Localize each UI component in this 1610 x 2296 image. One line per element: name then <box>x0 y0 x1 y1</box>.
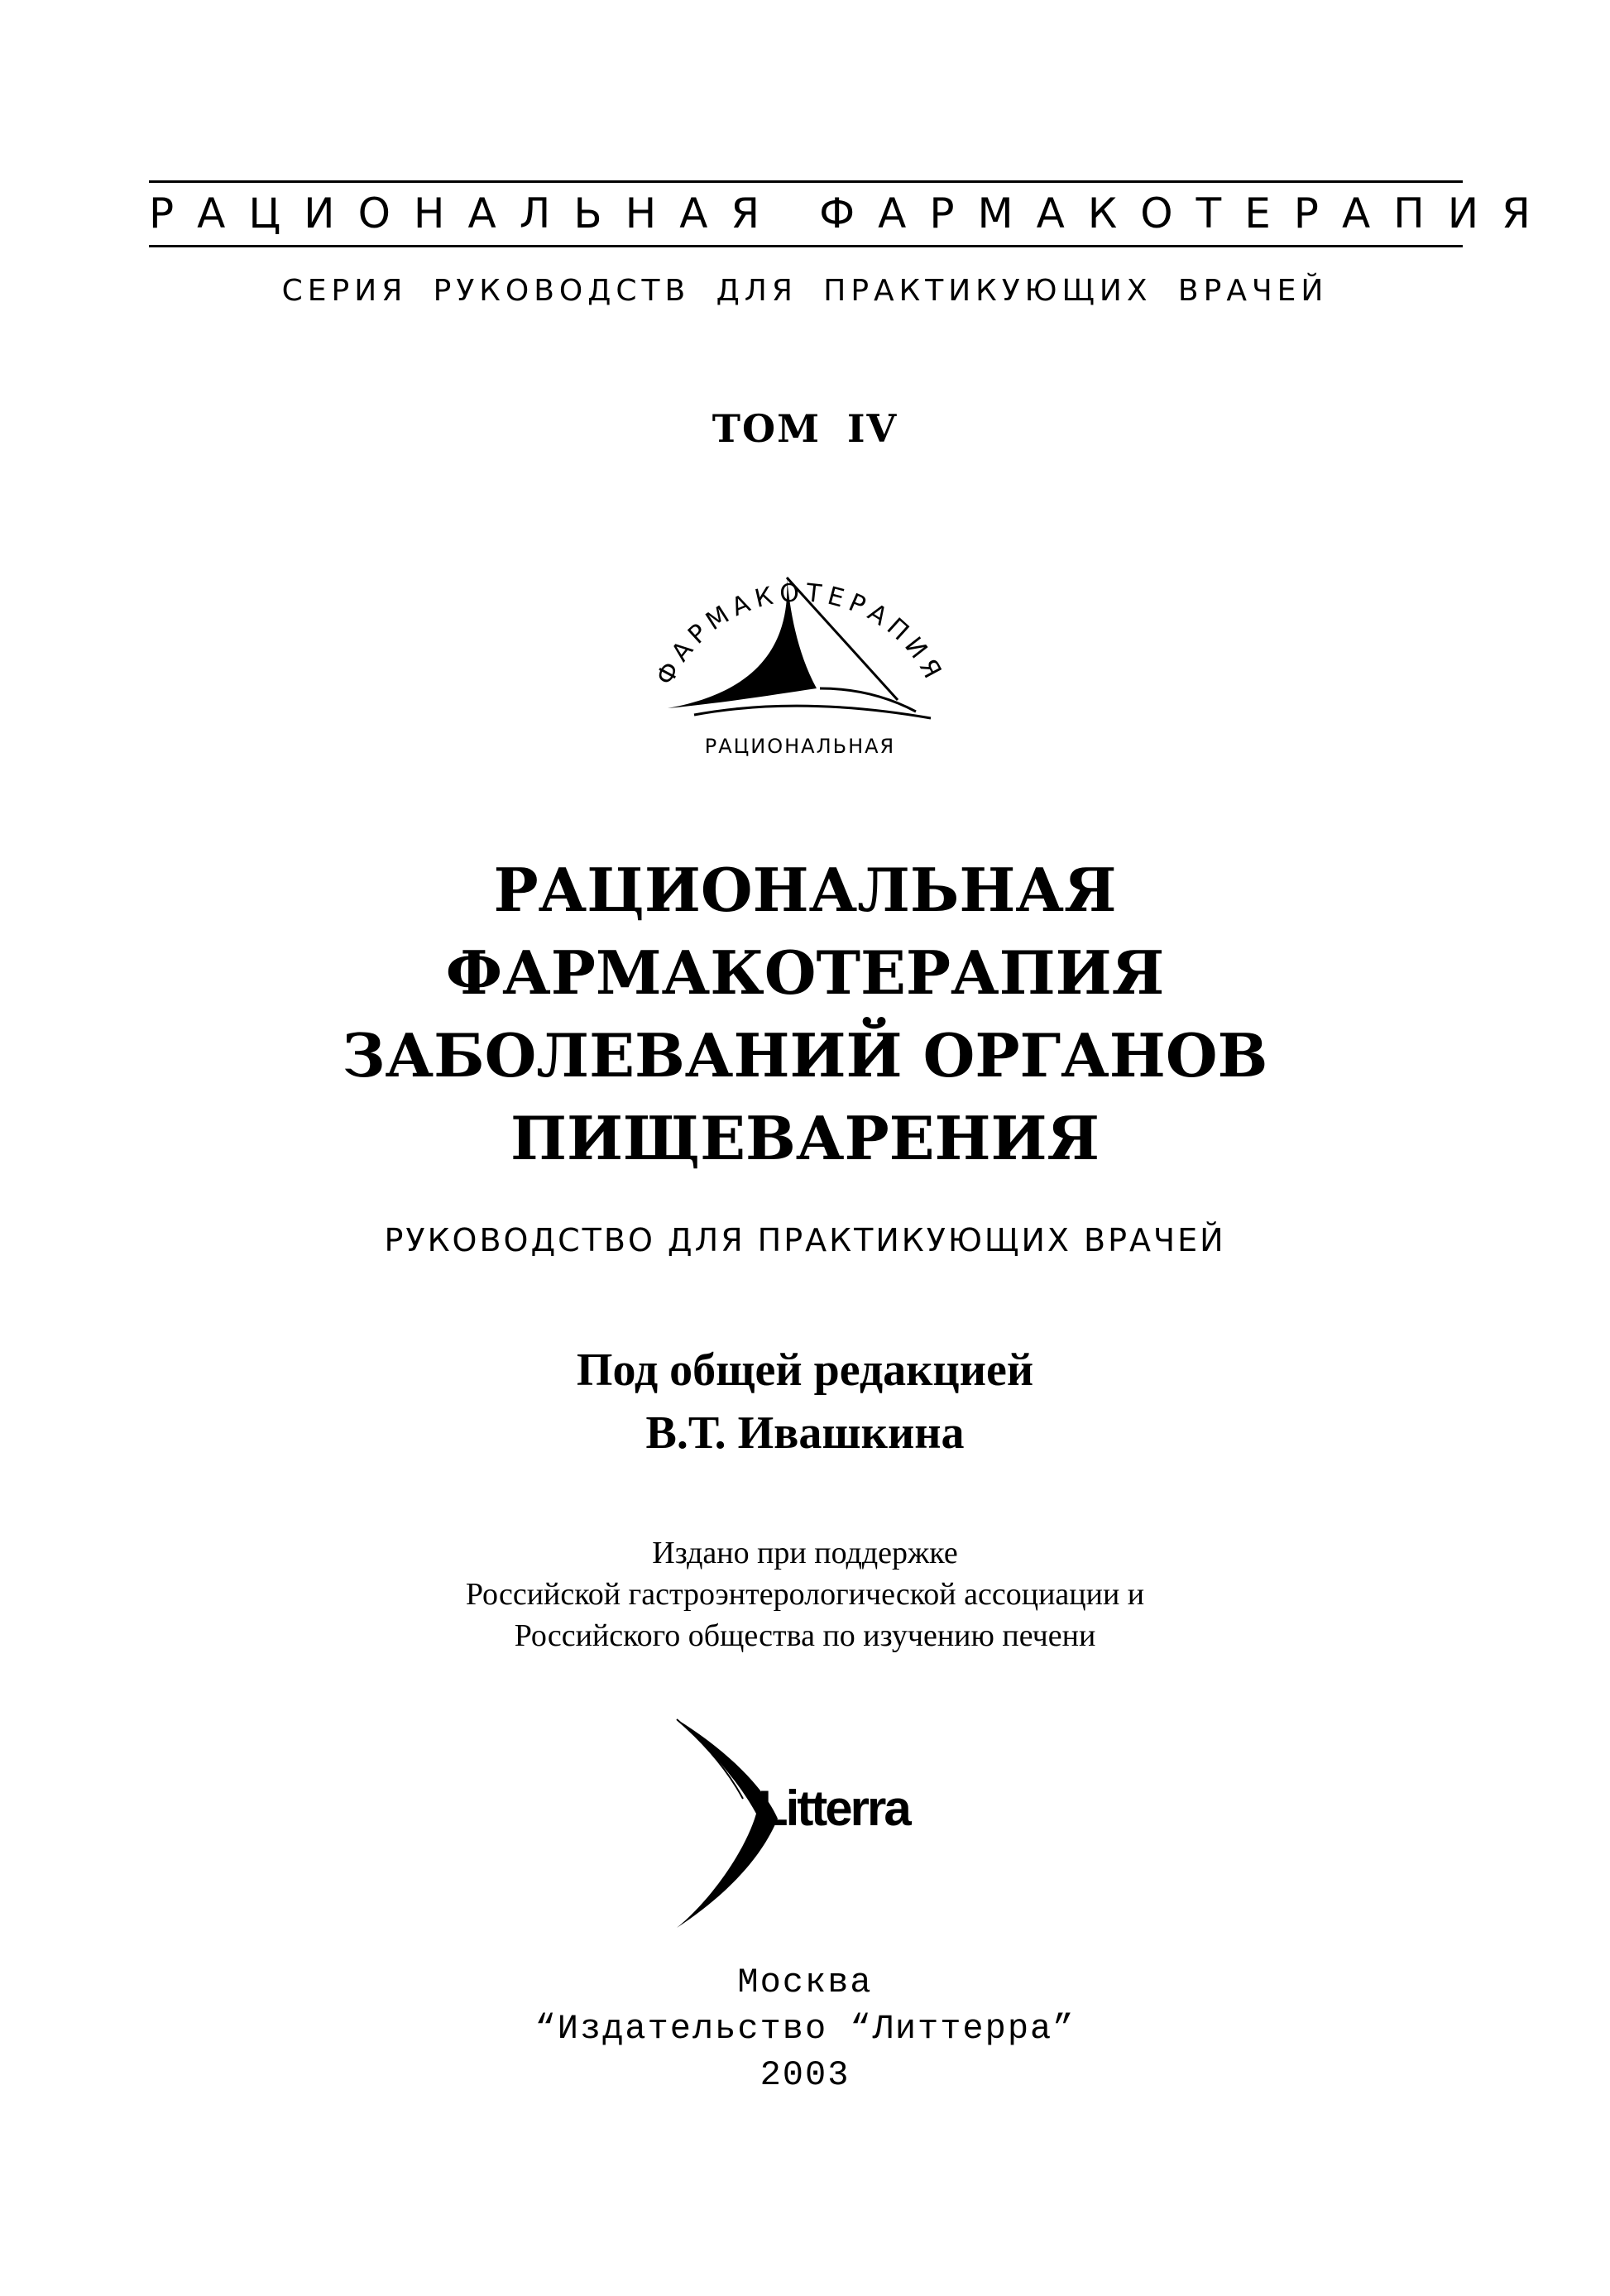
top-rule <box>149 180 1463 183</box>
imprint-year: 2003 <box>759 2055 851 2095</box>
volume-label: ТОМ IV <box>712 406 898 451</box>
series-rule <box>149 245 1463 247</box>
series-subtitle: СЕРИЯ РУКОВОДСТВ ДЛЯ ПРАКТИКУЮЩИХ ВРАЧЕЙ <box>281 274 1329 308</box>
series-title: РАЦИОНАЛЬНАЯ ФАРМАКОТЕРАПИЯ <box>149 189 1554 237</box>
series-emblem-graphic <box>625 513 972 761</box>
title-line: ФАРМАКОТЕРАПИЯ <box>445 937 1165 1008</box>
support-line: Российского общества по изучению печени <box>514 1618 1096 1653</box>
publisher-logo-text: Litterra <box>758 1781 909 1836</box>
publisher-logo <box>670 1716 943 1931</box>
title-line: ПИЩЕВАРЕНИЯ <box>510 1103 1100 1173</box>
editor-line: Под общей редакцией <box>576 1345 1034 1396</box>
support-line: Издано при поддержке <box>652 1536 958 1570</box>
title-line: ЗАБОЛЕВАНИЙ ОРГАНОВ <box>342 1020 1268 1090</box>
imprint-publisher: “Издательство “Литтерра” <box>534 2009 1076 2049</box>
support-line: Российской гастроэнтерологической ассоциации и <box>465 1577 1145 1612</box>
emblem-base-text: РАЦИОНАЛЬНАЯ <box>704 735 896 758</box>
series-emblem <box>625 513 972 761</box>
publisher-logo-graphic <box>670 1716 943 1931</box>
support-note <box>0 1532 1610 1656</box>
imprint-city: Москва <box>737 1963 873 2002</box>
book-subtitle: РУКОВОДСТВО ДЛЯ ПРАКТИКУЮЩИХ ВРАЧЕЙ <box>384 1222 1226 1258</box>
editor-name: В.Т. Ивашкина <box>645 1407 965 1459</box>
title-line: РАЦИОНАЛЬНАЯ <box>493 855 1117 925</box>
editor-credit <box>0 1339 1610 1464</box>
emblem-arc-text: ФАРМАКОТЕРАПИЯ <box>650 578 950 690</box>
book-title <box>0 849 1610 1180</box>
imprint <box>0 1959 1610 2098</box>
